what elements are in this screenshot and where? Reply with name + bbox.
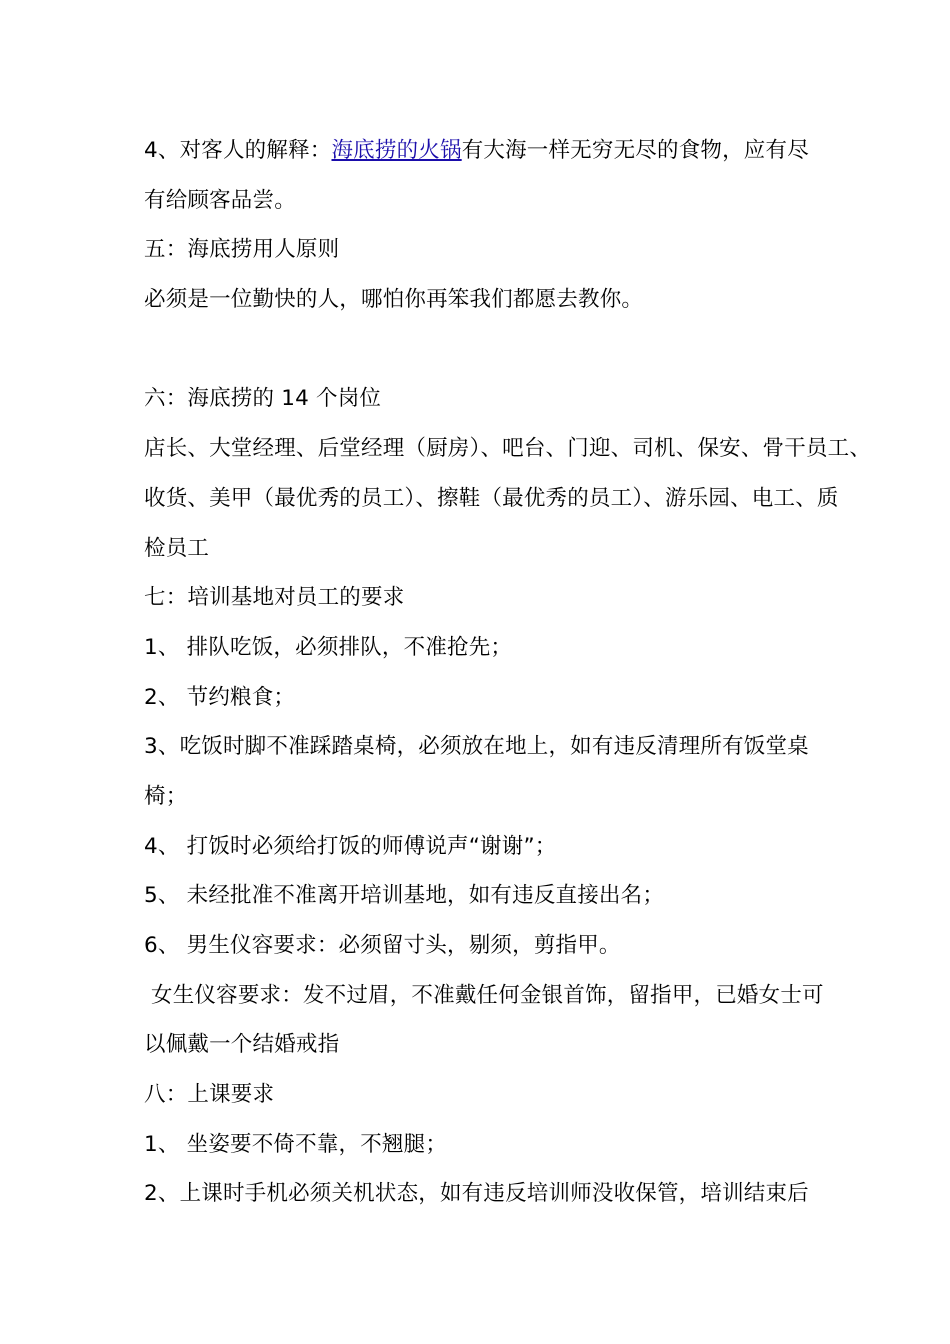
- section-7-heading: 七：培训基地对员工的要求: [144, 585, 405, 611]
- section-7-line: 女生仪容要求：发不过眉，不准戴任何金银首饰，留指甲，已婚女士可: [144, 982, 824, 1008]
- item-4-continuation: 有给顾客品尝。: [144, 187, 296, 213]
- section-7-line: 5、 未经批准不准离开培训基地，如有违反直接出名；: [144, 883, 665, 909]
- section-5-heading: 五：海底捞用人原则: [144, 237, 340, 263]
- item-4-suffix: 有大海一样无穷无尽的食物，应有尽: [461, 138, 809, 163]
- section-6-line: 店长、大堂经理、后堂经理（厨房）、吧台、门迎、司机、保安、骨干员工、: [144, 436, 872, 462]
- item-4-prefix: 4、对客人的解释：: [144, 138, 332, 163]
- section-7-line: 1、 排队吃饭，必须排队，不准抢先；: [144, 634, 513, 660]
- section-7-line: 椅；: [144, 783, 188, 809]
- hotpot-link[interactable]: 海底捞的火锅: [331, 138, 462, 163]
- section-5-body: 必须是一位勤快的人，哪怕你再笨我们都愿去教你。: [144, 287, 644, 313]
- document-body: [144, 126, 872, 1219]
- section-7-line: 3、吃饭时脚不准踩踏桌椅，必须放在地上，如有违反清理所有饭堂桌: [144, 734, 809, 760]
- section-8-line: 1、 坐姿要不倚不靠，不翘腿；: [144, 1131, 448, 1157]
- section-8-line: 2、上课时手机必须关机状态，如有违反培训师没收保管，培训结束后: [144, 1181, 809, 1207]
- blank-line: [144, 325, 824, 375]
- section-7-line: 2、 节约粮食；: [144, 684, 296, 710]
- section-7-line: 4、 打饭时必须给打饭的师傅说声“谢谢”；: [144, 833, 557, 859]
- section-7-line: 以佩戴一个结婚戒指: [144, 1032, 340, 1058]
- section-7-line: 6、 男生仪容要求：必须留寸头，剔须，剪指甲。: [144, 933, 621, 958]
- section-8-heading: 八：上课要求: [144, 1082, 275, 1108]
- item-4-line: [144, 126, 824, 176]
- section-6-line: 检员工: [144, 535, 210, 561]
- section-6-heading: 六：海底捞的 14 个岗位: [144, 386, 382, 412]
- section-6-line: 收货、美甲（最优秀的员工）、擦鞋（最优秀的员工）、游乐园、电工、质: [144, 485, 839, 511]
